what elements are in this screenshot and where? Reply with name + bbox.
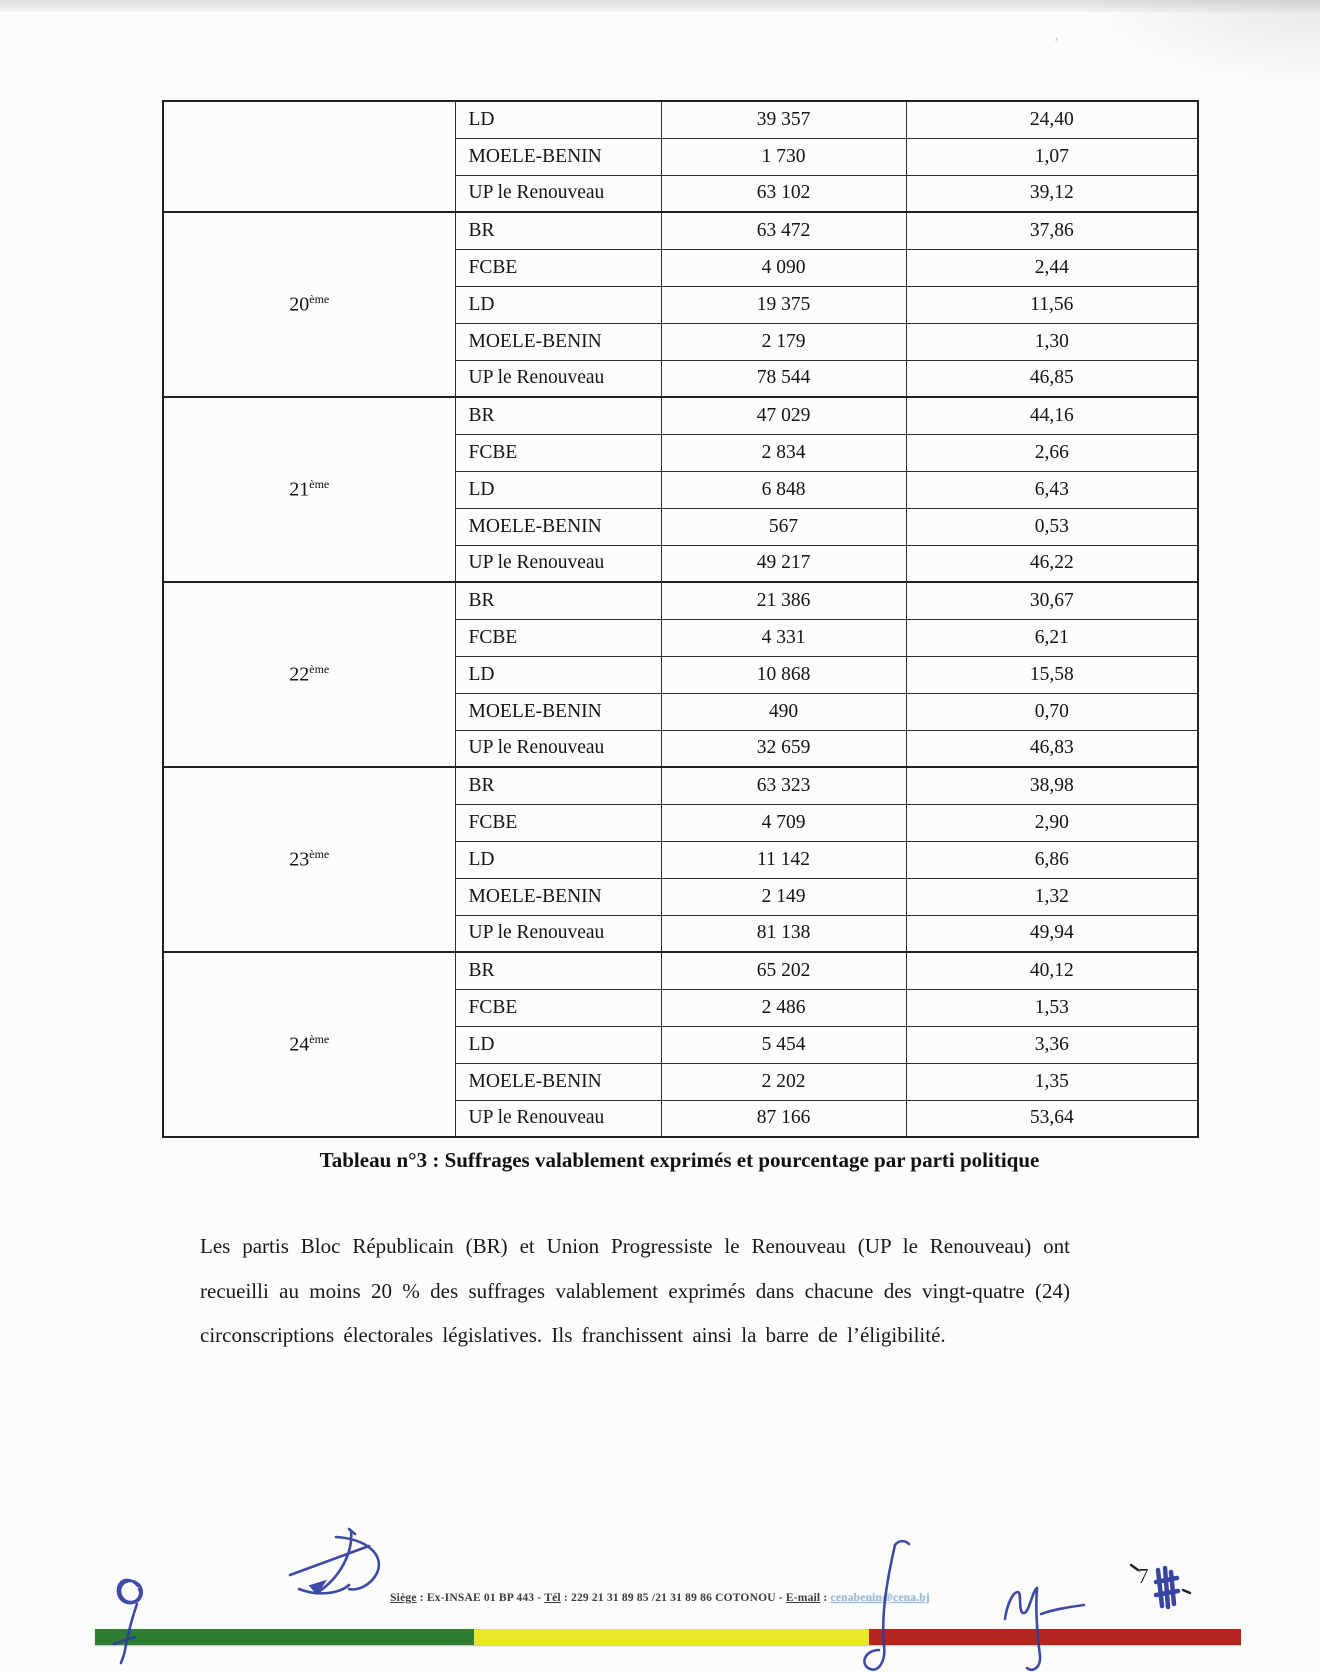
votes-cell: 4 090 (661, 249, 906, 286)
party-cell: FCBE (455, 249, 661, 286)
party-cell: MOELE-BENIN (455, 693, 661, 730)
party-cell: LD (455, 1026, 661, 1063)
pct-cell: 6,86 (906, 841, 1198, 878)
votes-cell: 19 375 (661, 286, 906, 323)
footer-email-label: E-mail (785, 1592, 821, 1604)
footer-tel-value: : 229 21 31 89 85 /21 31 89 86 COTONOU - (560, 1592, 786, 1604)
votes-cell: 4 331 (661, 619, 906, 656)
pct-cell: 11,56 (906, 286, 1198, 323)
party-cell: MOELE-BENIN (455, 1063, 661, 1100)
pct-cell: 0,53 (906, 508, 1198, 545)
pct-cell: 46,85 (906, 360, 1198, 397)
pct-cell: 49,94 (906, 915, 1198, 952)
votes-cell: 2 834 (661, 434, 906, 471)
votes-cell: 2 179 (661, 323, 906, 360)
party-cell: LD (455, 471, 661, 508)
pct-cell: 2,66 (906, 434, 1198, 471)
votes-cell: 32 659 (661, 730, 906, 767)
party-cell: FCBE (455, 804, 661, 841)
table-caption: Tableau n°3 : Suffrages valablement exprimés et pourcentage par parti politique (319, 1148, 1040, 1172)
votes-cell: 6 848 (661, 471, 906, 508)
party-cell: LD (455, 286, 661, 323)
pct-cell: 3,36 (906, 1026, 1198, 1063)
footer-email-address: cenabenin@cena.bj (830, 1592, 930, 1604)
pct-cell: 2,90 (906, 804, 1198, 841)
votes-cell: 87 166 (661, 1100, 906, 1137)
benin-flag-bar (95, 1629, 1241, 1645)
votes-cell: 65 202 (661, 952, 906, 989)
party-cell: UP le Renouveau (455, 175, 661, 212)
votes-cell: 2 149 (661, 878, 906, 915)
party-cell: UP le Renouveau (455, 730, 661, 767)
footer-email-sep: : (820, 1592, 831, 1604)
votes-cell: 5 454 (661, 1026, 906, 1063)
party-cell: LD (455, 656, 661, 693)
body-paragraph: Les partis Bloc Républicain (BR) et Union Progressiste le Renouveau (UP le Renouveau) ont recueilli au moins 20 % des suffrages valablement exprimés dans chacune des vingt-quatre (24) circonscriptions électorales législatives. Ils franchissent ainsi la barre de l’éligibilité. (200, 1234, 1070, 1347)
circonscription-cell: 22ème (163, 582, 455, 767)
scan-corner-shadow (1080, 0, 1320, 90)
party-cell: UP le Renouveau (455, 915, 661, 952)
votes-cell: 81 138 (661, 915, 906, 952)
votes-cell: 4 709 (661, 804, 906, 841)
party-cell: UP le Renouveau (455, 1100, 661, 1137)
pct-cell: 1,53 (906, 989, 1198, 1026)
pct-cell: 39,12 (906, 175, 1198, 212)
pct-cell: 40,12 (906, 952, 1198, 989)
pct-cell: 15,58 (906, 656, 1198, 693)
pct-cell: 0,70 (906, 693, 1198, 730)
party-cell: MOELE-BENIN (455, 878, 661, 915)
pct-cell: 2,44 (906, 249, 1198, 286)
pct-cell: 37,86 (906, 212, 1198, 249)
pct-cell: 6,43 (906, 471, 1198, 508)
party-cell: LD (455, 101, 661, 138)
party-cell: FCBE (455, 434, 661, 471)
footer-siege-label: Siège (390, 1592, 417, 1604)
signature-flourish-mid-right (864, 1541, 909, 1669)
party-cell: MOELE-BENIN (455, 138, 661, 175)
pct-cell: 1,30 (906, 323, 1198, 360)
results-table (162, 100, 1199, 1138)
party-cell: BR (455, 582, 661, 619)
party-cell: BR (455, 212, 661, 249)
party-cell: FCBE (455, 619, 661, 656)
circonscription-cell: 21ème (163, 397, 455, 582)
votes-cell: 567 (661, 508, 906, 545)
pct-cell: 38,98 (906, 767, 1198, 804)
votes-cell: 10 868 (661, 656, 906, 693)
votes-cell: 39 357 (661, 101, 906, 138)
votes-cell: 11 142 (661, 841, 906, 878)
party-cell: LD (455, 841, 661, 878)
votes-cell: 78 544 (661, 360, 906, 397)
footer-siege-value: : Ex-INSAE 01 BP 443 - (416, 1592, 545, 1604)
circonscription-cell: 24ème (163, 952, 455, 1137)
votes-cell: 49 217 (661, 545, 906, 582)
party-cell: FCBE (455, 989, 661, 1026)
party-cell: MOELE-BENIN (455, 508, 661, 545)
pct-cell: 1,32 (906, 878, 1198, 915)
votes-cell: 63 472 (661, 212, 906, 249)
party-cell: MOELE-BENIN (455, 323, 661, 360)
party-cell: UP le Renouveau (455, 545, 661, 582)
pct-cell: 46,22 (906, 545, 1198, 582)
signature-bow-center (290, 1529, 379, 1593)
party-cell: UP le Renouveau (455, 360, 661, 397)
pct-cell: 44,16 (906, 397, 1198, 434)
pct-cell: 6,21 (906, 619, 1198, 656)
pct-cell: 1,07 (906, 138, 1198, 175)
votes-cell: 2 202 (661, 1063, 906, 1100)
votes-cell: 63 102 (661, 175, 906, 212)
flag-yellow-segment (474, 1629, 868, 1645)
pct-cell: 30,67 (906, 582, 1198, 619)
party-cell: BR (455, 952, 661, 989)
votes-cell: 21 386 (661, 582, 906, 619)
footer-tel-label: Tél (544, 1592, 561, 1604)
flag-green-segment (95, 1629, 474, 1645)
pct-cell: 24,40 (906, 101, 1198, 138)
votes-cell: 63 323 (661, 767, 906, 804)
party-cell: BR (455, 767, 661, 804)
circonscription-cell (163, 101, 455, 212)
flag-red-segment (869, 1629, 1241, 1645)
circonscription-cell: 23ème (163, 767, 455, 952)
party-cell: BR (455, 397, 661, 434)
votes-cell: 1 730 (661, 138, 906, 175)
scan-artifact: ’ (1051, 35, 1060, 52)
circonscription-cell: 20ème (163, 212, 455, 397)
pct-cell: 1,35 (906, 1063, 1198, 1100)
pct-cell: 46,83 (906, 730, 1198, 767)
pct-cell: 53,64 (906, 1100, 1198, 1137)
votes-cell: 490 (661, 693, 906, 730)
votes-cell: 2 486 (661, 989, 906, 1026)
votes-cell: 47 029 (661, 397, 906, 434)
page-number: 7 (1138, 1564, 1149, 1588)
footer-address-line (0, 1592, 1320, 1604)
